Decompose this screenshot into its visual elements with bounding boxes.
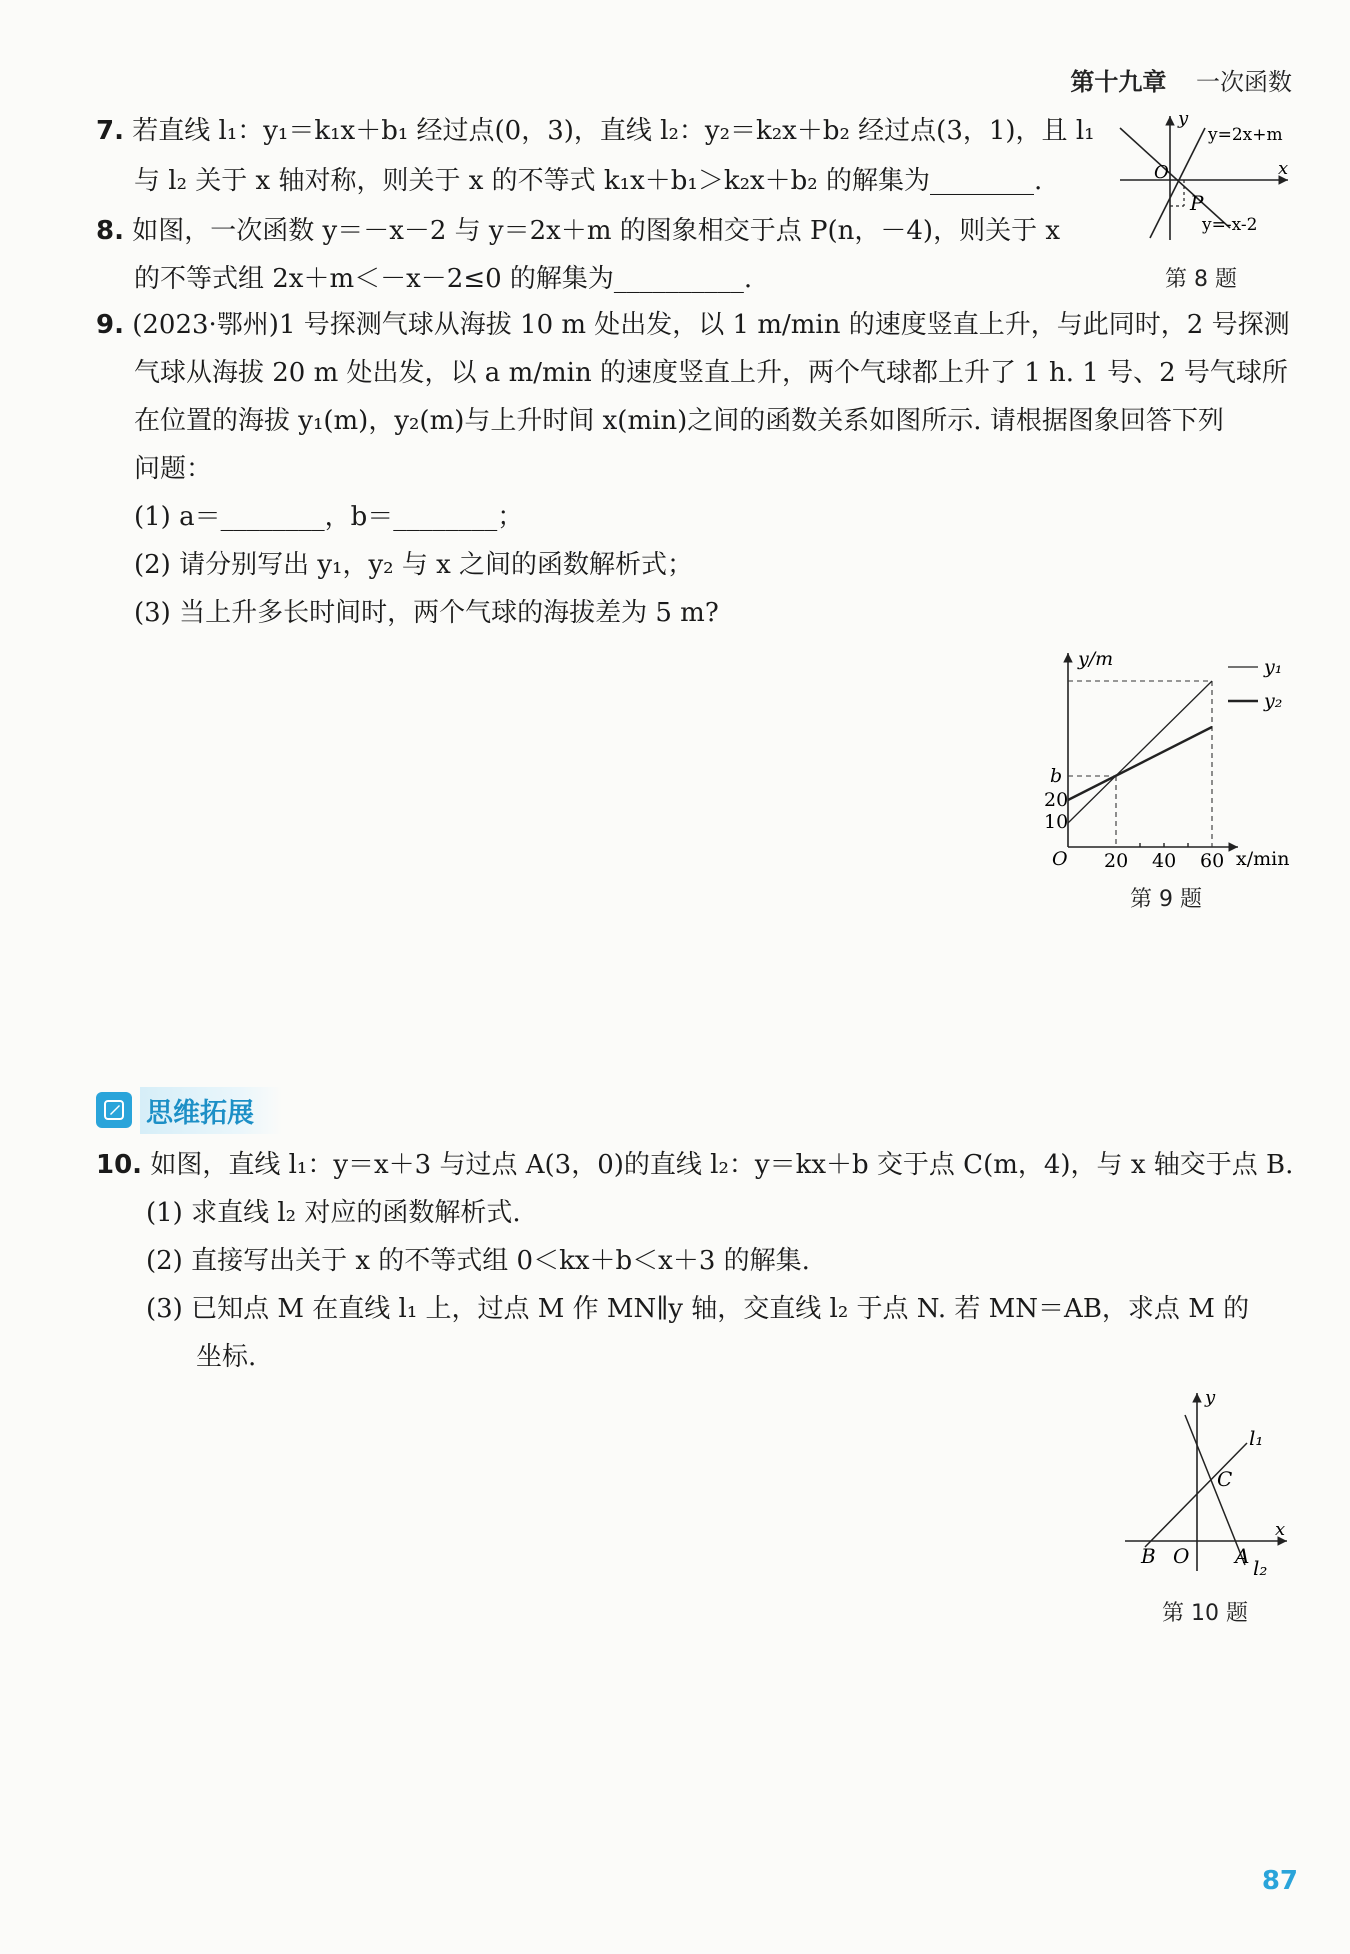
q9-y-label: y/m (1078, 648, 1114, 670)
q9-x40-label: 40 (1152, 850, 1177, 870)
q9-legend-y2: y₂ (1264, 690, 1283, 712)
q8-label-line-a: y=2x+m (1208, 125, 1283, 145)
q10-sub-1: (1) 求直线 l₂ 对应的函数解析式. (146, 1198, 521, 1228)
page-header (1070, 62, 1292, 97)
q9-text-4: 问题： (134, 454, 213, 484)
q10-caption: 第 10 题 (1162, 1601, 1248, 1626)
q8-line-2x-plus-m (1150, 128, 1205, 238)
q9-x20-label: 20 (1104, 850, 1129, 870)
q9-line-1 (96, 308, 1290, 342)
q9-origin-label: O (1052, 848, 1068, 870)
q10-sub-3b: 坐标. (196, 1342, 257, 1372)
q7-number: 7. (96, 116, 124, 146)
q9-sub-3: (3) 当上升多长时间时，两个气球的海拔差为 5 m? (134, 598, 719, 628)
q10-figure (1115, 1385, 1295, 1585)
pencil-icon (96, 1092, 132, 1128)
q8-origin-label: O (1154, 162, 1169, 183)
q9-y10-label: 10 (1044, 811, 1069, 833)
q10-line-1 (96, 1148, 1293, 1182)
q9-sub-1: (1) a＝________，b＝________； (134, 502, 524, 532)
q8-text-1: 如图，一次函数 y＝－x－2 与 y＝2x＋m 的图象相交于点 P(n，－4)，则关于 x (132, 216, 1060, 246)
q8-line-1 (96, 214, 1060, 248)
q8-figure (1110, 110, 1300, 250)
q9-series-y2 (1068, 727, 1212, 800)
q8-label-line-b: y=-x-2 (1202, 215, 1258, 235)
q9-x-label: x/min (1236, 848, 1290, 870)
q8-point-p: P (1190, 191, 1204, 215)
q9-number: 9. (96, 310, 124, 340)
q10-x-label: x (1275, 1519, 1286, 1540)
q10-point-a: A (1235, 1544, 1250, 1568)
q9-sub-2: (2) 请分别写出 y₁，y₂ 与 x 之间的函数解析式； (134, 550, 694, 580)
q10-line-l2 (1185, 1415, 1245, 1565)
q8-text-2: 的不等式组 2x＋m＜－x－2≤0 的解集为__________. (134, 264, 753, 294)
q10-y-label: y (1205, 1387, 1216, 1408)
q9-caption: 第 9 题 (1130, 887, 1202, 912)
q10-text-1: 如图，直线 l₁：y＝x＋3 与过点 A(3，0)的直线 l₂：y＝kx＋b 交于点 C(m，4)，与 x 轴交于点 B. (150, 1150, 1294, 1180)
q9-series-y1 (1068, 681, 1212, 823)
q10-number: 10. (96, 1150, 143, 1180)
q9-text-3: 在位置的海拔 y₁(m)，y₂(m)与上升时间 x(min)之间的函数关系如图所示. 请根据图象回答下列 (134, 406, 1224, 436)
q9-text-1: (2023·鄂州)1 号探测气球从海拔 10 m 处出发，以 1 m/min 的速度竖直上升，与此同时，2 号探测 (132, 310, 1290, 340)
section-title-text: 思维拓展 (140, 1087, 282, 1134)
q9-y20-label: 20 (1044, 789, 1069, 811)
chapter-title: 一次函数 (1196, 68, 1292, 96)
q10-sub-3: (3) 已知点 M 在直线 l₁ 上，过点 M 作 MN∥y 轴，交直线 l₂ 于点 N. 若 MN＝AB，求点 M 的 (146, 1294, 1250, 1324)
q8-caption: 第 8 题 (1165, 267, 1237, 292)
q8-y-label: y (1178, 110, 1189, 129)
page-number: 87 (1261, 1866, 1298, 1896)
q9-legend-y1: y₁ (1264, 656, 1283, 678)
q10-sub-2: (2) 直接写出关于 x 的不等式组 0＜kx＋b＜x＋3 的解集. (146, 1246, 810, 1276)
q8-number: 8. (96, 216, 124, 246)
q9-x60-label: 60 (1200, 850, 1225, 870)
q7-text-2: 与 l₂ 关于 x 轴对称，则关于 x 的不等式 k₁x＋b₁＞k₂x＋b₂ 的解集为________. (134, 166, 1043, 196)
section-heading (96, 1088, 282, 1132)
q10-point-b: B (1141, 1544, 1156, 1568)
q10-l2-label: l₂ (1253, 1556, 1268, 1580)
q9-figure (1040, 645, 1310, 870)
q8-x-label: x (1278, 158, 1289, 179)
q9-b-label: b (1050, 765, 1063, 787)
q7-line-1 (96, 114, 1095, 148)
q10-point-c: C (1217, 1467, 1233, 1491)
q9-text-2: 气球从海拔 20 m 处出发，以 a m/min 的速度竖直上升，两个气球都上升了 1 h. 1 号、2 号气球所 (134, 358, 1288, 388)
chapter-number: 第十九章 (1070, 68, 1167, 96)
q10-l1-label: l₁ (1249, 1426, 1264, 1450)
q10-origin: O (1173, 1544, 1190, 1568)
q7-text-1: 若直线 l₁：y₁＝k₁x＋b₁ 经过点(0，3)，直线 l₂：y₂＝k₂x＋b₂ 经过点(3，1)，且 l₁ (132, 116, 1095, 146)
